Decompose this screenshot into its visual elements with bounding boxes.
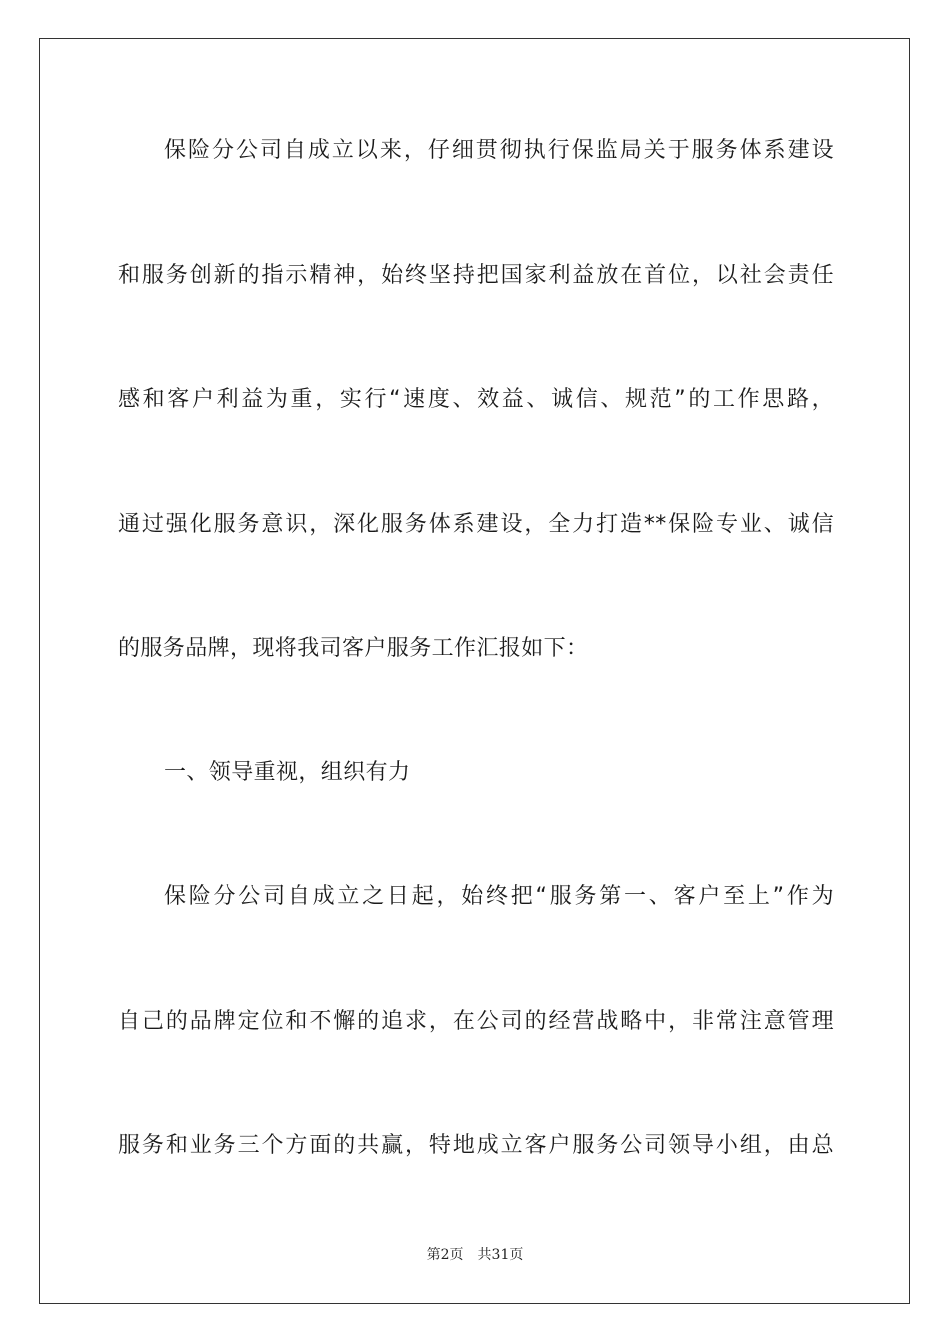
paragraph-line-2: 和服务创新的指示精神，始终坚持把国家利益放在首位，以社会责任: [118, 263, 834, 288]
page-footer: [0, 1245, 950, 1265]
paragraph-line-8: 服务和业务三个方面的共赢，特地成立客户服务公司领导小组，由总: [118, 1133, 834, 1158]
paragraph-line-3: 感和客户利益为重，实行“速度、效益、诚信、规范”的工作思路，: [118, 387, 834, 412]
paragraph-line-7: 自己的品牌定位和不懈的追求，在公司的经营战略中，非常注意管理: [118, 1009, 834, 1034]
paragraph-line-4: 通过强化服务意识，深化服务体系建设，全力打造**保险专业、诚信: [118, 512, 834, 537]
page-border: [39, 38, 910, 1304]
page-number: 第2页: [426, 1247, 464, 1263]
paragraph-line-1: 保险分公司自成立以来，仔细贯彻执行保监局关于服务体系建设: [164, 138, 834, 163]
page-total: 共31页: [477, 1247, 524, 1263]
paragraph-line-5: 的服务品牌，现将我司客户服务工作汇报如下：: [118, 636, 589, 661]
paragraph-line-6: 保险分公司自成立之日起，始终把“服务第一、客户至上”作为: [164, 884, 834, 909]
section-heading: 一、领导重视，组织有力: [164, 760, 411, 785]
